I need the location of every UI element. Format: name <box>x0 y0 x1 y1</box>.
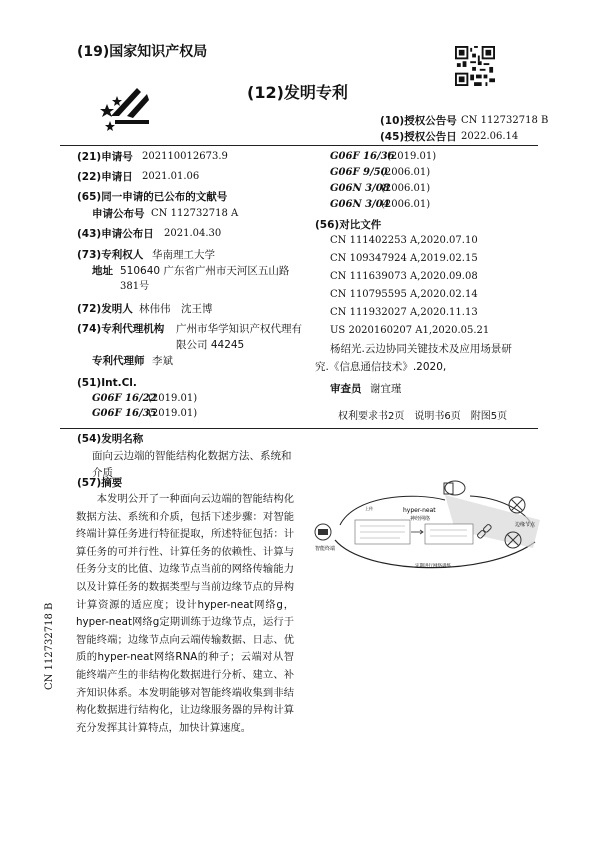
patentee-label: (73)专利权人 <box>77 249 144 261</box>
cloud-server-icon <box>444 481 465 495</box>
middle-rule <box>60 428 538 429</box>
agent-label: 专利代理师 <box>92 355 145 367</box>
app-date: 2021.01.06 <box>142 171 200 182</box>
qr-code-icon <box>455 46 495 86</box>
ref-text-1: 杨绍光.云边协同关键技术及应用场景研 <box>330 343 512 355</box>
agency-line1: 广州市华学知识产权代理有 <box>176 323 302 335</box>
ipc-date-4: (2006.01) <box>381 199 431 210</box>
upload-label: 上传 <box>365 506 373 511</box>
pub-no-label: (10)授权公告号 <box>380 115 457 127</box>
ref-6: US 2020160207 A1,2020.05.21 <box>330 325 490 336</box>
address-line2: 381号 <box>120 281 150 292</box>
address-line1: 510640 广东省广州市天河区五山路 <box>120 265 290 277</box>
side-pub-number: CN 112732718 B <box>44 602 55 690</box>
agent: 李斌 <box>152 355 173 367</box>
title-line1: 面向云边端的智能结构化数据方法、系统和 <box>92 450 292 462</box>
ipc-code-2: G06F 9/50 <box>330 167 388 178</box>
ipc-code-1: G06F 16/36 <box>330 151 395 162</box>
app-date-label: (22)申请日 <box>77 171 133 183</box>
ref-1: CN 111402253 A,2020.07.10 <box>330 235 478 246</box>
agency-line2: 限公司 44245 <box>176 339 245 351</box>
pub-date: 2022.06.14 <box>461 131 519 142</box>
hyper-label: hyper-neat <box>403 507 436 514</box>
abstract-text <box>76 491 294 737</box>
app-no: 202110012673.9 <box>142 151 228 162</box>
ipc-date-3: (2006.01) <box>381 183 431 194</box>
pub-date-label: (45)授权公告日 <box>380 131 457 143</box>
ref-3: CN 111639073 A,2020.09.08 <box>330 271 478 282</box>
doc-type: (12)发明专利 <box>247 83 348 102</box>
ipc-date-1: (2019.01) <box>387 151 437 162</box>
system-diagram <box>305 470 550 580</box>
ipc-code-4: G06N 3/04 <box>330 199 390 210</box>
title-label: (54)发明名称 <box>77 433 144 445</box>
examiner-label: 审查员 <box>330 383 362 395</box>
pub-no: CN 112732718 B <box>461 115 549 126</box>
app-no-label: (21)申请号 <box>77 151 133 163</box>
intcl-label: (51)Int.Cl. <box>77 377 137 389</box>
abstract-paragraph: 本发明公开了一种面向云边端的智能结构化数据方法、系统和介质，包括下述步骤：对智能终端计算任务进行特征提取，所述特征包括：计算任务的可并行性、计算任务的依赖性、计算与任务分支的比值、边缘节点当前的网络传输能力以及计算任务的数据类型与当前边缘节点的异构计算资源的适应度；设计hyper-neat网络g，hyper-neat网络g定期训练于边缘节点，运行于智能终端；边缘节点向云端传输数据、日志、优质的hyper-neat网络RNA的种子；云端对从智能终端产生的非结构化数据进行分析、建立、补齐知识体系。本发明能够对智能终端收集到非结构化数据进行结构化，让边缘服务器的异构计算充分发挥其计算特点，加快计算速度。 <box>76 493 294 734</box>
intcl-code-2: G06F 16/35 <box>92 408 157 419</box>
ref-text-2: 究.《信息通信技术》.2020, <box>315 361 447 373</box>
title-line2: 介质 <box>92 467 113 479</box>
inventors-label: (72)发明人 <box>77 303 133 315</box>
header-rule <box>60 145 538 146</box>
agency-label: (74)专利代理机构 <box>77 323 165 335</box>
inventors: 林伟伟 沈王博 <box>139 303 213 315</box>
edge-label: 边缘节点 <box>515 522 536 528</box>
address-label: 地址 <box>92 265 113 277</box>
pub-announce: CN 112732718 A <box>151 208 239 219</box>
ipc-code-3: G06N 3/08 <box>330 183 390 194</box>
pub-announce-date: 2021.04.30 <box>164 228 222 239</box>
pub-announce-date-label: (43)申请公布日 <box>77 228 154 240</box>
ref-4: CN 110795595 A,2020.02.14 <box>330 289 478 300</box>
ref-5: CN 111932027 A,2020.11.13 <box>330 307 478 318</box>
terminal-label: 智能终端 <box>315 546 336 552</box>
ipc-date-2: (2006.01) <box>381 167 431 178</box>
training-label: 定期进行网络训练 <box>415 564 451 569</box>
intcl-date-1: (2019.01) <box>148 393 198 404</box>
cnipa-logo-icon <box>97 76 157 136</box>
pub-same-label: (65)同一申请的已公布的文献号 <box>77 191 228 203</box>
ref-2: CN 109347924 A,2019.02.15 <box>330 253 478 264</box>
terminal-icon <box>315 524 331 540</box>
abstract-label: (57)摘要 <box>77 477 123 489</box>
intcl-code-1: G06F 16/22 <box>92 393 157 404</box>
intcl-date-2: (2019.01) <box>148 408 198 419</box>
page-counts: 权利要求书2页 说明书6页 附图5页 <box>338 411 508 422</box>
net-label: 神经网络 <box>410 516 431 522</box>
refs-label: (56)对比文件 <box>315 219 382 231</box>
patentee: 华南理工大学 <box>152 249 215 261</box>
examiner: 谢宜瑾 <box>370 383 402 395</box>
pub-announce-label: 申请公布号 <box>92 208 145 220</box>
office-name: (19)国家知识产权局 <box>77 44 208 60</box>
